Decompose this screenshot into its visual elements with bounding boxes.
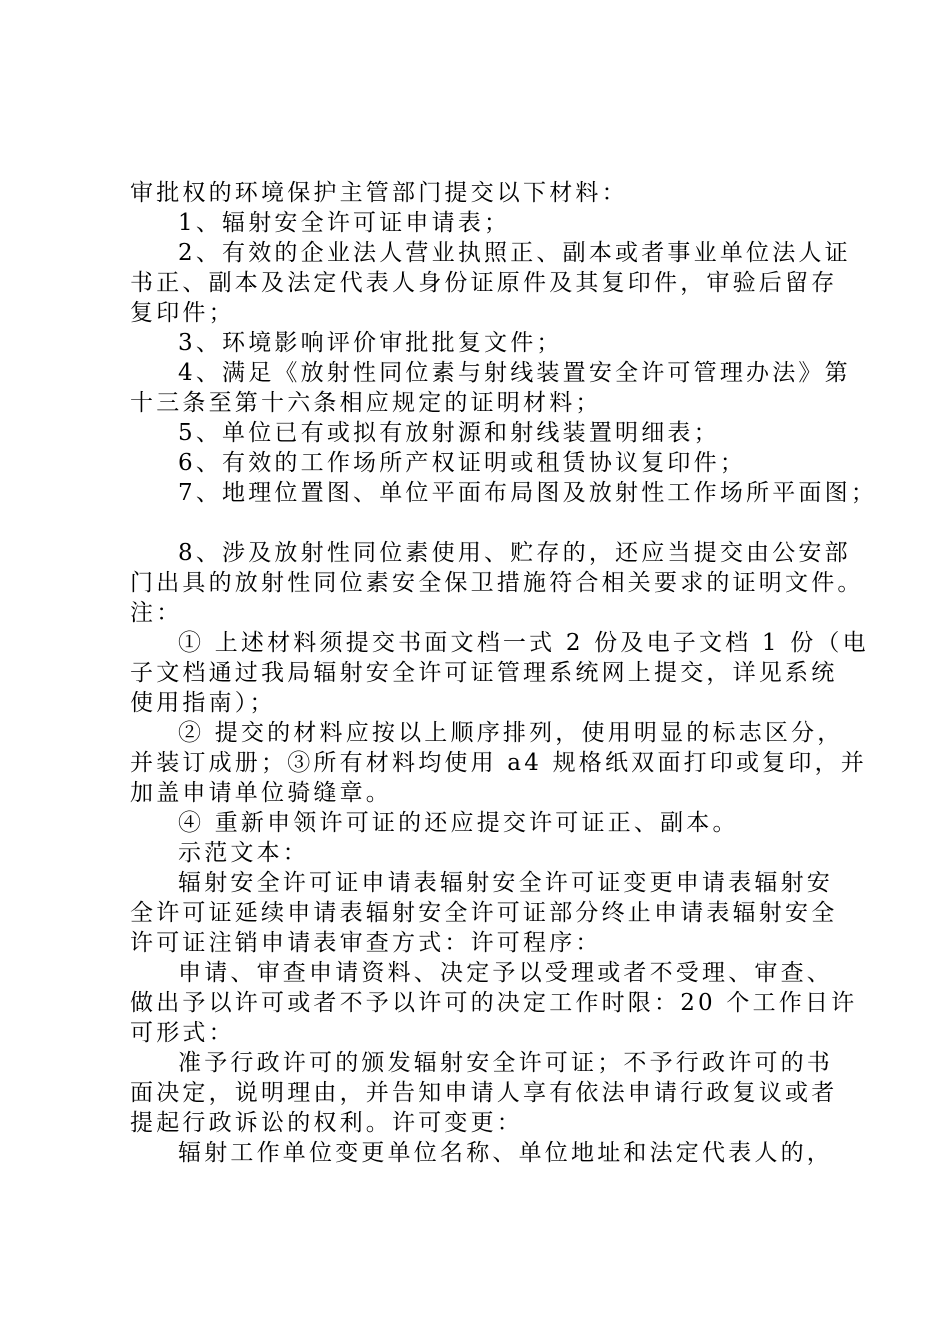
- text-line: 辐射工作单位变更单位名称、单位地址和法定代表人的，: [178, 1140, 833, 1166]
- text-line: 复印件；: [130, 300, 235, 326]
- text-line: 示范文本：: [178, 840, 309, 866]
- text-line: 6、有效的工作场所产权证明或租赁协议复印件；: [178, 450, 747, 476]
- text-line: 加盖申请单位骑缝章。: [130, 780, 392, 806]
- text-line: ① 上述材料须提交书面文档一式 2 份及电子文档 1 份（电: [178, 630, 869, 656]
- text-line: 7、地理位置图、单位平面布局图及放射性工作场所平面图；: [178, 480, 878, 506]
- text-line: 注：: [130, 600, 183, 626]
- text-line: 提起行政诉讼的权利。许可变更：: [130, 1110, 523, 1136]
- text-line: 4、满足《放射性同位素与射线装置安全许可管理办法》第: [178, 360, 851, 386]
- text-line: 书正、副本及法定代表人身份证原件及其复印件，审验后留存: [130, 270, 838, 296]
- text-line: 审批权的环境保护主管部门提交以下材料：: [130, 180, 628, 206]
- text-line: ② 提交的材料应按以上顺序排列，使用明显的标志区分，: [178, 720, 844, 746]
- text-line: ④ 重新申领许可证的还应提交许可证正、副本。: [178, 810, 739, 836]
- text-line: 1、辐射安全许可证申请表；: [178, 210, 511, 236]
- text-line: 做出予以许可或者不予以许可的决定工作时限：20 个工作日许: [130, 990, 858, 1016]
- text-line: 子文档通过我局辐射安全许可证管理系统网上提交，详见系统: [130, 660, 838, 686]
- text-line: 8、涉及放射性同位素使用、贮存的，还应当提交由公安部: [178, 540, 851, 566]
- text-line: 许可证注销申请表审查方式：许可程序：: [130, 930, 602, 956]
- text-line: 门出具的放射性同位素安全保卫措施符合相关要求的证明文件。: [130, 570, 864, 596]
- text-line: 面决定，说明理由，并告知申请人享有依法申请行政复议或者: [130, 1080, 838, 1106]
- text-line: 准予行政许可的颁发辐射安全许可证；不予行政许可的书: [178, 1050, 833, 1076]
- text-line: 3、环境影响评价审批批复文件；: [178, 330, 563, 356]
- text-line: 5、单位已有或拟有放射源和射线装置明细表；: [178, 420, 720, 446]
- text-line: 申请、审查申请资料、决定予以受理或者不受理、审查、: [178, 960, 833, 986]
- text-line: 使用指南）；: [130, 690, 276, 716]
- text-line: 十三条至第十六条相应规定的证明材料；: [130, 390, 602, 416]
- text-line: 全许可证延续申请表辐射安全许可证部分终止申请表辐射安全: [130, 900, 838, 926]
- text-line: 辐射安全许可证申请表辐射安全许可证变更申请表辐射安: [178, 870, 833, 896]
- text-line: 并装订成册；③所有材料均使用 a4 规格纸双面打印或复印，并: [130, 750, 867, 776]
- text-line: 可形式：: [130, 1020, 235, 1046]
- text-line: 2、有效的企业法人营业执照正、副本或者事业单位法人证: [178, 240, 851, 266]
